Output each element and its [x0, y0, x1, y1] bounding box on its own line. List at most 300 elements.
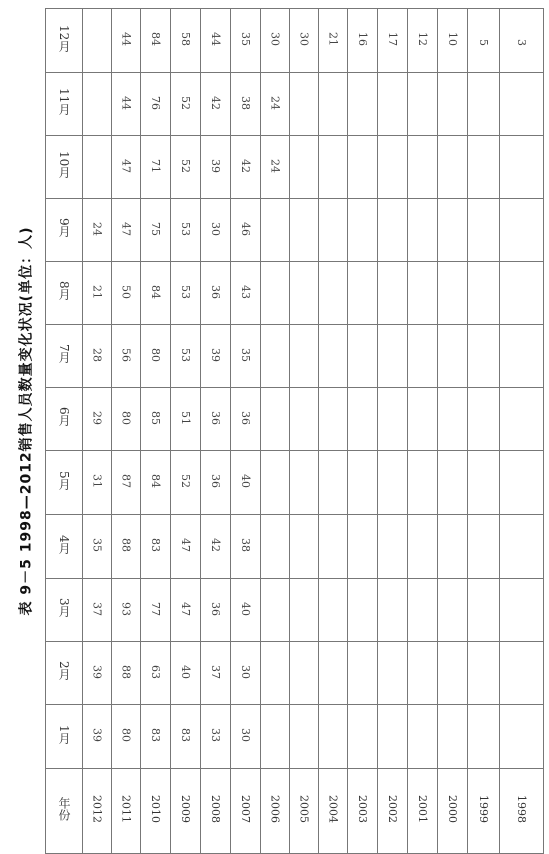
table-cell: [231, 325, 261, 388]
table-cell: [141, 136, 171, 199]
table-cell: [348, 705, 378, 769]
table-cell: [112, 451, 141, 515]
table-row: [46, 451, 544, 515]
table-cell: [171, 642, 201, 705]
table-cell: [438, 515, 468, 579]
table-cell-text: 30: [239, 728, 252, 742]
table-row: [46, 262, 544, 325]
table-cell: [290, 515, 319, 579]
table-cell: [112, 388, 141, 451]
table-cell-text: 76: [149, 95, 162, 110]
table-cell: [83, 705, 112, 769]
year-cell-text: 2000: [446, 795, 459, 823]
table-cell: [231, 73, 261, 136]
table-caption-text: 表 9－5 1998—2012销售人员数量变化状况(单位：人): [18, 226, 34, 616]
table-cell-text: 29: [90, 410, 104, 425]
table-cell: [290, 388, 319, 451]
table-cell-text: 38: [239, 538, 252, 552]
table-cell: [141, 515, 171, 579]
table-row: [46, 9, 544, 73]
table-cell: [141, 579, 171, 642]
table-cell: [171, 136, 201, 199]
table-cell: [261, 388, 290, 451]
year-cell-text: 1998: [515, 795, 528, 823]
table-cell: [201, 136, 231, 199]
table-cell: [438, 579, 468, 642]
table-cell-text: 30: [239, 664, 252, 679]
table-cell-text: 21: [326, 32, 340, 46]
table-cell: [319, 136, 348, 199]
table-cell: [171, 515, 201, 579]
table-cell: [112, 325, 141, 388]
table-cell-text: 24: [268, 95, 282, 110]
table-cell: [348, 262, 378, 325]
table-cell: [319, 262, 348, 325]
table-cell: [438, 199, 468, 262]
table-cell: [348, 9, 378, 73]
table-cell-text: 83: [149, 538, 162, 552]
table-cell-text: 12: [416, 32, 429, 46]
table-cell: [319, 73, 348, 136]
table-cell: [141, 325, 171, 388]
table-cell-text: 10: [446, 32, 459, 46]
table-row: [46, 325, 544, 388]
table-cell-text: 44: [209, 32, 222, 46]
table-cell-text: 40: [239, 474, 252, 488]
table-cell-text: 83: [179, 728, 192, 742]
table-cell: [261, 262, 290, 325]
table-cell: [438, 642, 468, 705]
table-cell: [468, 451, 500, 515]
month-header-cell: [46, 451, 83, 515]
month-header-cell: [46, 515, 83, 579]
table-cell: [500, 9, 544, 73]
table-cell: [468, 9, 500, 73]
table-cell-text: 39: [90, 728, 104, 742]
table-cell: [83, 515, 112, 579]
table-cell-text: 37: [209, 664, 222, 679]
table-cell: [290, 262, 319, 325]
table-cell-text: 30: [297, 32, 311, 46]
table-cell: [319, 705, 348, 769]
table-cell: [348, 642, 378, 705]
table-cell-text: 5: [477, 39, 490, 46]
table-cell: [319, 9, 348, 73]
table-cell: [438, 325, 468, 388]
month-header-cell: [46, 325, 83, 388]
table-cell-text: 75: [149, 221, 162, 236]
table-row: [46, 705, 544, 769]
table-cell: [141, 9, 171, 73]
month-header-cell-text: 11月: [57, 88, 71, 116]
year-cell-text: 2002: [386, 795, 399, 823]
table-cell: [500, 705, 544, 769]
table-cell: [290, 705, 319, 769]
table-cell: [83, 262, 112, 325]
table-cell: [378, 199, 408, 262]
table-cell: [290, 199, 319, 262]
table-cell: [83, 325, 112, 388]
table-cell: [141, 262, 171, 325]
table-cell: [171, 199, 201, 262]
table-cell-text: 42: [209, 538, 222, 552]
year-cell-text: 2004: [326, 795, 340, 823]
table-cell-text: 40: [239, 601, 252, 616]
table-cell-text: 43: [239, 284, 252, 299]
table-cell: [408, 705, 438, 769]
table-cell: [141, 388, 171, 451]
table-cell: [378, 642, 408, 705]
table-cell: [231, 388, 261, 451]
table-row: [46, 579, 544, 642]
table-cell: [290, 9, 319, 73]
table-cell: [201, 199, 231, 262]
table-cell: [378, 388, 408, 451]
table-cell-text: 38: [239, 95, 252, 110]
table-cell-text: 85: [149, 410, 162, 425]
table-cell: [231, 705, 261, 769]
table-cell: [231, 9, 261, 73]
table-cell: [261, 9, 290, 73]
table-cell-text: 36: [209, 474, 222, 488]
table-cell: [171, 325, 201, 388]
table-cell: [500, 262, 544, 325]
table-cell-text: 24: [90, 221, 104, 236]
table-cell-text: 46: [239, 221, 252, 236]
year-cell-text: 2005: [297, 795, 311, 823]
table-cell-text: 88: [119, 538, 133, 552]
table-cell: [378, 9, 408, 73]
table-cell: [408, 579, 438, 642]
table-cell-text: 83: [149, 728, 162, 742]
table-cell-text: 80: [119, 410, 133, 425]
table-cell: [348, 579, 378, 642]
table-cell: [500, 136, 544, 199]
table-cell: [408, 388, 438, 451]
table-cell: [408, 136, 438, 199]
table-cell-text: 53: [179, 284, 192, 299]
table-cell: [348, 515, 378, 579]
table-cell: [83, 579, 112, 642]
table-cell: [141, 705, 171, 769]
table-cell: [408, 199, 438, 262]
table-cell: [408, 262, 438, 325]
table-cell-text: 93: [119, 601, 133, 616]
table-cell-text: 42: [209, 95, 222, 110]
table-cell-text: 3: [515, 39, 528, 46]
month-header-cell-text: 5月: [57, 470, 71, 491]
table-cell-text: 56: [119, 347, 133, 362]
table-cell: [378, 705, 408, 769]
table-cell: [290, 73, 319, 136]
table-cell: [348, 325, 378, 388]
table-cell: [141, 451, 171, 515]
table-cell: [319, 451, 348, 515]
table-cell: [468, 515, 500, 579]
table-cell-text: 53: [179, 347, 192, 362]
table-cell-text: 21: [90, 284, 104, 299]
table-cell: [500, 579, 544, 642]
year-cell-text: 2009: [179, 795, 192, 823]
table-cell: [83, 451, 112, 515]
table-cell: [290, 579, 319, 642]
table-cell-text: 30: [268, 32, 282, 46]
table-row: [46, 515, 544, 579]
table-cell: [261, 136, 290, 199]
table-cell: [261, 325, 290, 388]
month-header-cell-text: 10月: [57, 151, 71, 179]
table-cell: [112, 262, 141, 325]
table-cell-text: 84: [149, 284, 162, 299]
table-cell: [438, 451, 468, 515]
table-cell-text: 52: [179, 95, 192, 110]
table-cell: [468, 199, 500, 262]
table-cell: [378, 325, 408, 388]
month-header-cell-text: 12月: [57, 24, 71, 53]
table-cell: [201, 705, 231, 769]
table-cell: [231, 199, 261, 262]
table-cell-text: 39: [90, 664, 104, 679]
table-cell: [500, 199, 544, 262]
sales-staff-table: [45, 8, 544, 854]
table-cell-text: 50: [119, 284, 133, 299]
table-cell: [112, 9, 141, 73]
table-cell: [408, 515, 438, 579]
table-cell: [231, 642, 261, 705]
table-cell: [348, 388, 378, 451]
table-cell-text: 36: [239, 410, 252, 425]
year-cell-text: 2003: [356, 795, 369, 823]
table-cell: [261, 451, 290, 515]
table-cell: [500, 642, 544, 705]
table-cell: [112, 579, 141, 642]
table-cell: [261, 579, 290, 642]
table-cell: [500, 388, 544, 451]
table-cell: [319, 325, 348, 388]
table-cell: [112, 73, 141, 136]
table-cell: [171, 451, 201, 515]
table-cell-text: 51: [179, 410, 192, 425]
table-cell: [319, 642, 348, 705]
table-cell: [408, 73, 438, 136]
table-cell-text: 88: [119, 664, 133, 679]
table-cell: [408, 9, 438, 73]
table-cell-text: 71: [149, 158, 162, 173]
table-cell: [171, 262, 201, 325]
table-cell: [348, 451, 378, 515]
table-cell-text: 31: [90, 474, 104, 488]
table-cell-text: 87: [119, 474, 133, 488]
month-header-cell: [46, 262, 83, 325]
table-cell-text: 44: [119, 32, 133, 46]
year-cell-text: 2001: [416, 795, 429, 823]
table-cell: [261, 515, 290, 579]
month-header-cell-text: 6月: [57, 407, 71, 427]
table-cell-text: 42: [239, 158, 252, 173]
month-header-cell: [46, 9, 83, 73]
month-header-cell-text: 4月: [57, 534, 71, 555]
table-cell: [500, 515, 544, 579]
table-cell: [378, 579, 408, 642]
table-cell: [261, 73, 290, 136]
table-cell: [500, 325, 544, 388]
table-cell-text: 77: [149, 601, 162, 616]
table-cell: [468, 325, 500, 388]
table-cell: [231, 579, 261, 642]
table-cell: [319, 388, 348, 451]
table-cell: [83, 73, 112, 136]
table-cell: [83, 642, 112, 705]
month-header-cell-text: 7月: [57, 344, 71, 364]
table-cell: [112, 515, 141, 579]
table-cell-text: 80: [149, 347, 162, 362]
month-header-cell: [46, 388, 83, 451]
table-cell-text: 47: [179, 538, 192, 552]
table-cell-text: 40: [179, 664, 192, 679]
year-cell-text: 2008: [209, 795, 222, 823]
month-header-cell: [46, 199, 83, 262]
table-row: [46, 199, 544, 262]
table-cell: [112, 199, 141, 262]
table-cell: [231, 451, 261, 515]
table-cell-text: 30: [209, 221, 222, 236]
month-header-cell-text: 8月: [57, 281, 71, 301]
table-cell: [171, 9, 201, 73]
table-cell: [141, 642, 171, 705]
table-cell: [319, 579, 348, 642]
table-cell: [201, 262, 231, 325]
table-cell: [261, 199, 290, 262]
table-cell: [290, 136, 319, 199]
table-cell: [468, 73, 500, 136]
table-cell-text: 53: [179, 221, 192, 236]
table-cell: [290, 451, 319, 515]
month-header-cell-text: 3月: [57, 598, 71, 618]
table-cell: [348, 136, 378, 199]
table-cell-text: 35: [239, 32, 252, 46]
table-cell: [378, 515, 408, 579]
table-cell-text: 39: [209, 158, 222, 173]
table-cell: [171, 73, 201, 136]
month-header-cell: [46, 705, 83, 769]
table-cell: [378, 73, 408, 136]
table-cell: [438, 705, 468, 769]
table-cell: [468, 705, 500, 769]
table-cell-text: 36: [209, 284, 222, 299]
table-cell-text: 63: [149, 664, 162, 679]
table-cell-text: 47: [119, 221, 133, 236]
table-cell: [438, 388, 468, 451]
table-cell: [112, 136, 141, 199]
table-cell: [201, 451, 231, 515]
month-header-cell: [46, 642, 83, 705]
table-cell-text: 37: [90, 601, 104, 616]
table-cell-text: 35: [90, 538, 104, 552]
table-cell: [141, 199, 171, 262]
table-cell-text: 17: [386, 32, 399, 46]
year-cell-text: 2010: [149, 795, 162, 823]
table-cell: [171, 388, 201, 451]
table-cell: [171, 705, 201, 769]
table-cell: [261, 642, 290, 705]
year-cell-text: 2007: [239, 795, 252, 823]
table-cell-text: 36: [209, 601, 222, 616]
table-cell: [408, 451, 438, 515]
table-cell: [378, 451, 408, 515]
table-cell: [468, 579, 500, 642]
table-cell: [290, 325, 319, 388]
table-cell: [438, 262, 468, 325]
table-cell: [319, 199, 348, 262]
table-cell: [438, 73, 468, 136]
table-cell: [468, 388, 500, 451]
table-cell: [83, 199, 112, 262]
table-cell: [83, 388, 112, 451]
table-cell: [201, 9, 231, 73]
table-cell: [112, 705, 141, 769]
month-header-cell: [46, 136, 83, 199]
table-cell-text: 47: [119, 158, 133, 173]
month-header-cell: [46, 73, 83, 136]
table-cell: [500, 451, 544, 515]
year-cell-text: 1999: [477, 795, 490, 823]
table-cell: [500, 73, 544, 136]
table-cell: [171, 579, 201, 642]
table-cell: [231, 515, 261, 579]
table-cell-text: 58: [179, 32, 192, 46]
table-cell-text: 52: [179, 158, 192, 173]
table-cell: [231, 136, 261, 199]
month-header-cell-text: 1月: [57, 724, 71, 745]
table-cell-text: 35: [239, 347, 252, 362]
table-cell-text: 47: [179, 601, 192, 616]
table-cell: [468, 262, 500, 325]
table-cell: [201, 325, 231, 388]
year-cell-text: 2006: [268, 795, 282, 823]
year-cell-text: 2012: [90, 795, 104, 823]
year-cell-text: 2011: [119, 795, 133, 823]
month-header-cell: [46, 579, 83, 642]
table-cell-text: 44: [119, 95, 133, 110]
table-cell: [231, 262, 261, 325]
table-cell: [319, 515, 348, 579]
table-cell-text: 52: [179, 474, 192, 488]
table-cell-text: 80: [119, 728, 133, 742]
table-cell-text: 84: [149, 474, 162, 488]
table-cell: [201, 579, 231, 642]
table-cell: [378, 262, 408, 325]
table-cell: [201, 515, 231, 579]
table-cell: [112, 642, 141, 705]
table-cell-text: 16: [356, 32, 369, 46]
table-cell-text: 28: [90, 347, 104, 362]
table-cell: [201, 642, 231, 705]
table-cell: [438, 136, 468, 199]
month-header-cell-text: 9月: [57, 218, 71, 238]
table-caption: [10, 6, 40, 836]
year-header-cell-text: 年份: [57, 797, 71, 821]
table-row: [46, 642, 544, 705]
table-cell-text: 36: [209, 410, 222, 425]
table-row: [46, 73, 544, 136]
table-cell: [201, 73, 231, 136]
table-cell: [378, 136, 408, 199]
table-cell: [290, 642, 319, 705]
table-row: [46, 388, 544, 451]
month-header-cell-text: 2月: [57, 661, 71, 681]
table-cell: [261, 705, 290, 769]
table-cell-text: 39: [209, 347, 222, 362]
